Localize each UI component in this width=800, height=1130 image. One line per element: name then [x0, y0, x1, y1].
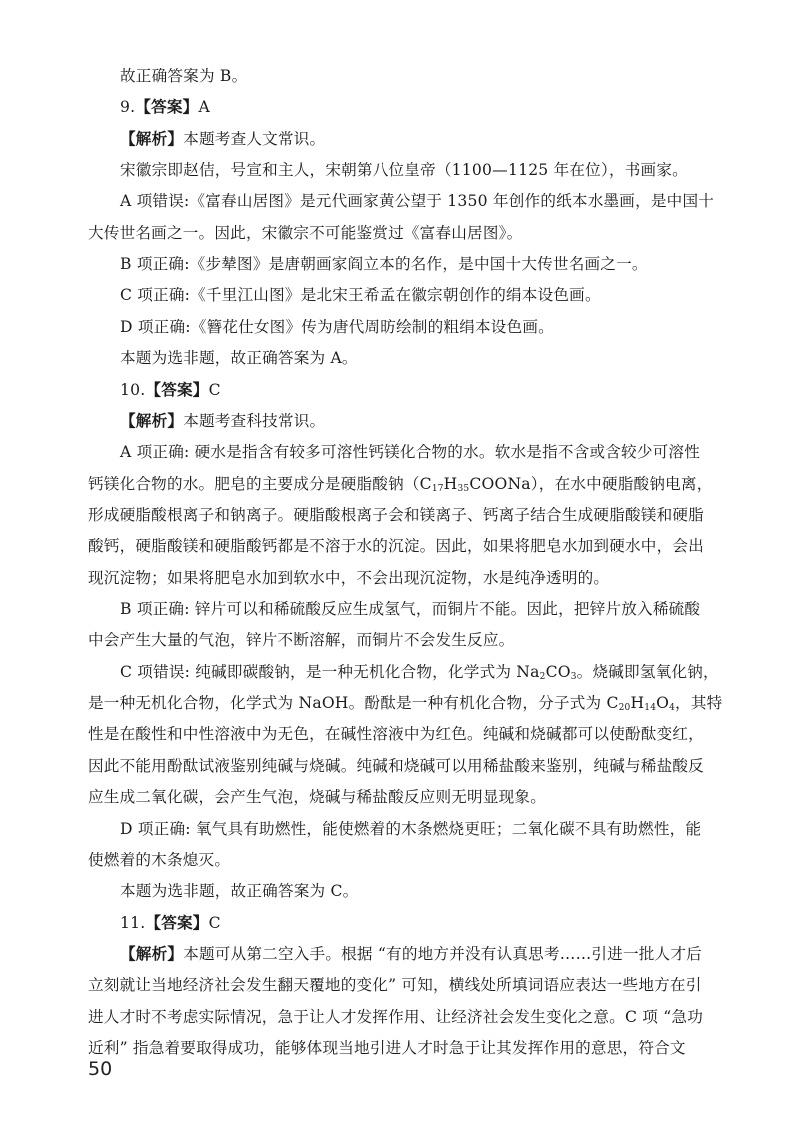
text-line: 本题为选非题，故正确答案为 A。: [120, 349, 358, 367]
text-segment: H: [443, 475, 458, 493]
answer-line-9: [120, 97, 210, 117]
analysis-line: [120, 129, 325, 149]
text-segment: H: [630, 694, 645, 712]
analysis-tag: 【解析】: [120, 944, 184, 963]
analysis-tag: 【解析】: [120, 411, 184, 430]
answer-value: C: [208, 914, 221, 932]
text-segment: CO: [545, 663, 571, 681]
analysis-text: 本题考查人文常识。: [183, 130, 326, 148]
text-segment: C 项错误: 纯碱即碳酸钠，是一种无机化合物，化学式为 Na: [120, 663, 540, 681]
subscript: 17: [431, 484, 444, 494]
text-line: 因此不能用酚酞试液鉴别纯碱与烧碱。纯碱和烧碱可以用稀盐酸来鉴别，纯碱与稀盐酸反: [88, 757, 704, 775]
text-line: 应生成二氧化碳，会产生气泡，烧碱与稀盐酸反应则无明显现象。: [88, 788, 547, 806]
text-line-formula: [88, 474, 713, 494]
text-line: 近利” 指急着要取得成功，能够体现当地引进人才时急于让其发挥作用的意思，符合文: [88, 1039, 686, 1057]
answer-tag: 【答案】: [145, 380, 209, 399]
analysis-line: [120, 944, 702, 964]
question-number: 10.: [120, 381, 146, 399]
text-line: 大传世名画之一。因此，宋徽宗不可能鉴赏过《富春山居图》。: [88, 224, 523, 242]
text-line: 酸钙，硬脂酸镁和硬脂酸钙都是不溶于水的沉淀。因此，如果将肥皂水加到硬水中，会出: [88, 537, 704, 555]
text-line: A 项错误:《富春山居图》是元代画家黄公望于 1350 年创作的纸本水墨画，是中国十: [120, 192, 715, 210]
answer-tag: 【答案】: [135, 97, 199, 116]
text-segment: 是一种无机化合物，化学式为 NaOH。酚酞是一种有机化合物，分子式为 C: [88, 694, 619, 712]
text-line: A 项正确: 硬水是指含有较多可溶性钙镁化合物的水。软水是指不含或含较少可溶性: [120, 443, 701, 461]
subscript: 4: [669, 703, 676, 713]
text-segment: O: [656, 694, 670, 712]
text-line: B 项正确: 锌片可以和稀硫酸反应生成氢气，而铜片不能。因此，把锌片放入稀硫酸: [120, 600, 701, 618]
subscript: 14: [644, 703, 657, 713]
analysis-text: 本题考查科技常识。: [183, 412, 326, 430]
text-line: 现沉淀物；如果将肥皂水加到软水中，不会出现沉淀物，水是纯净透明的。: [88, 569, 610, 587]
answer-value: C: [208, 381, 221, 399]
analysis-text: 本题可从第二空入手。根据 “有的地方并没有认真思考……引进一批人才后: [183, 945, 702, 963]
analysis-tag: 【解析】: [120, 129, 184, 148]
text-line: 立刻就让当地经济社会发生翻天覆地的变化” 可知，横线处所填词语应表达一些地方在引: [88, 976, 702, 994]
answer-line-11: [120, 913, 221, 933]
text-line: 性是在酸性和中性溶液中为无色，在碱性溶液中为红色。纯碱和烧碱都可以使酚酞变红，: [88, 725, 704, 743]
text-line: 进人才时不考虑实际情况，急于让人才发挥作用、让经济社会发生变化之意。C 项 “急功: [88, 1008, 703, 1026]
subscript: 3: [570, 672, 577, 682]
subscript: 20: [618, 703, 631, 713]
answer-line-10: [120, 380, 221, 400]
text-segment: ，其特: [675, 694, 723, 712]
text-line: 中会产生大量的气泡，锌片不断溶解，而铜片不会发生反应。: [88, 631, 515, 649]
analysis-line: [120, 411, 325, 431]
text-segment: 钙镁化合物的水。肥皂的主要成分是硬脂酸钠（C: [88, 475, 432, 493]
text-line: 故正确答案为 B。: [120, 67, 248, 85]
subscript: 35: [457, 484, 470, 494]
text-line-formula: [88, 693, 722, 713]
text-line-formula: [120, 662, 719, 682]
text-line: B 项正确:《步辇图》是唐朝画家阎立本的名作，是中国十大传世名画之一。: [120, 255, 648, 273]
question-number: 11.: [120, 914, 146, 932]
text-segment: COONa），在水中硬脂酸钠电离，: [469, 475, 713, 493]
answer-value: A: [198, 98, 210, 116]
text-line: 使燃着的木条熄灭。: [88, 851, 231, 869]
subscript: 2: [539, 672, 546, 682]
answer-tag: 【答案】: [145, 913, 209, 932]
text-line: 本题为选非题，故正确答案为 C。: [120, 882, 359, 900]
page-number: 50: [88, 1058, 113, 1080]
text-line: D 项正确:《簪花仕女图》传为唐代周昉绘制的粗绢本设色画。: [120, 318, 554, 336]
text-line: D 项正确: 氧气具有助燃性，能使燃着的木条燃烧更旺；二氧化碳不具有助燃性，能: [120, 820, 702, 838]
question-number: 9.: [120, 98, 136, 116]
text-line: C 项正确:《千里江山图》是北宋王希孟在徽宗朝创作的绢本设色画。: [120, 286, 601, 304]
text-line: 宋徽宗即赵佶，号宣和主人，宋朝第八位皇帝（1100—1125 年在位），书画家。: [120, 161, 688, 179]
text-segment: 。烧碱即氢氧化钠，: [576, 663, 719, 681]
text-line: 形成硬脂酸根离子和钠离子。硬脂酸根离子会和镁离子、钙离子结合生成硬脂酸镁和硬脂: [88, 506, 704, 524]
